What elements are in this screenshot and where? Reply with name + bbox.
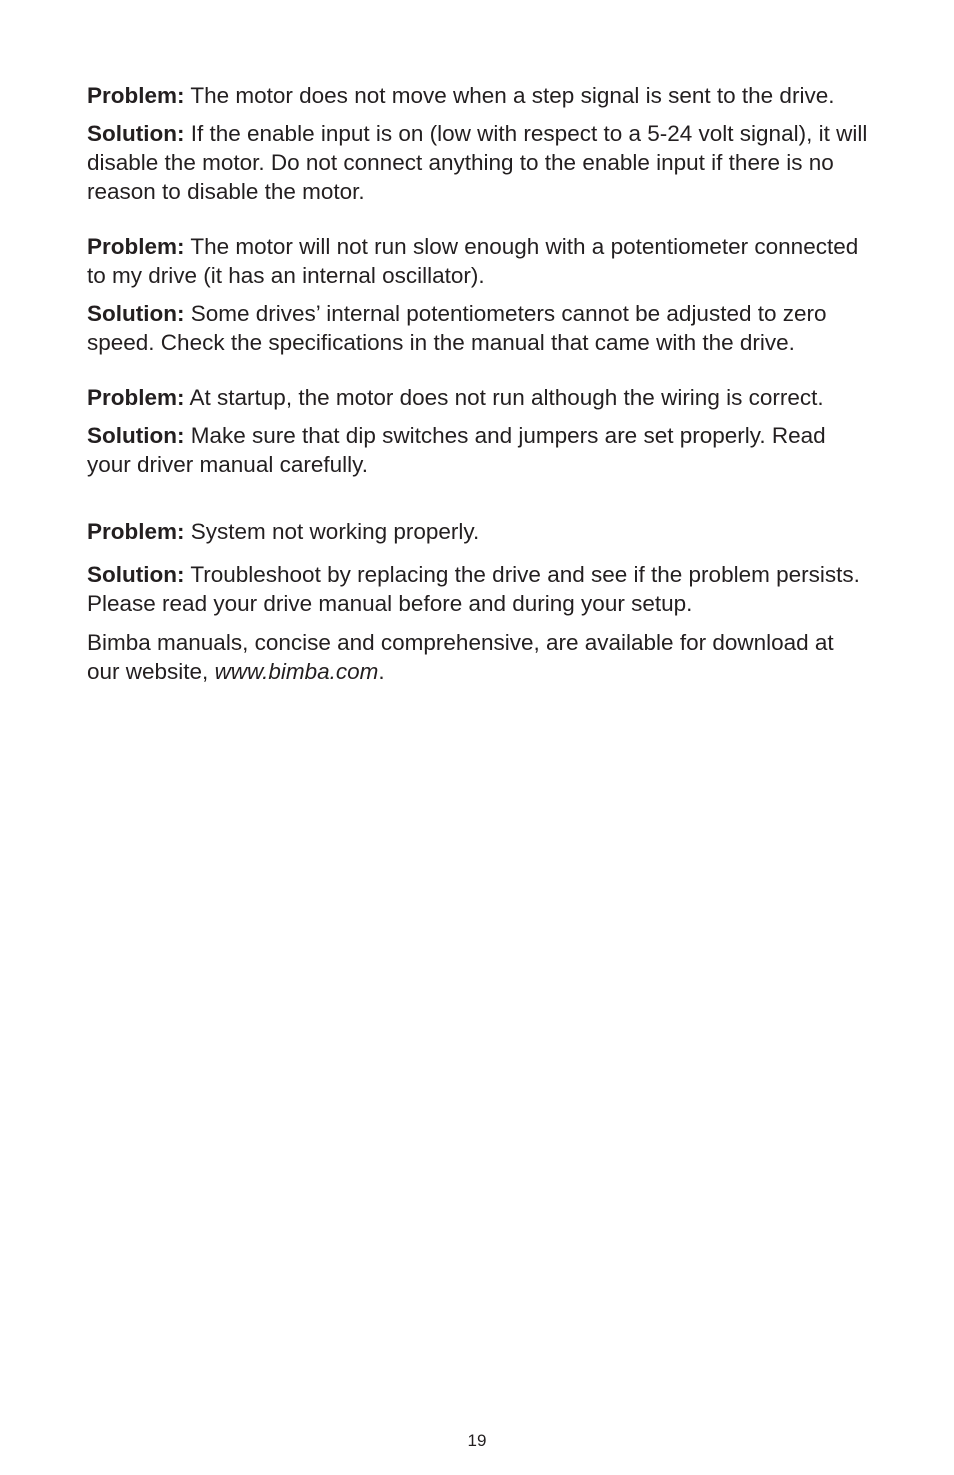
problem-paragraph [87, 232, 872, 290]
closing-end: . [378, 659, 385, 684]
solution-paragraph [87, 119, 872, 206]
troubleshooting-entry-3 [87, 383, 872, 479]
problem-label: Problem: [87, 234, 185, 259]
solution-paragraph [87, 299, 872, 357]
closing-paragraph [87, 628, 872, 686]
problem-label: Problem: [87, 519, 185, 544]
website-link[interactable]: www.bimba.com [214, 659, 379, 684]
page-body [87, 81, 872, 686]
closing-text: Bimba manuals, concise and comprehensive, are available for download at our website, [87, 630, 834, 684]
problem-paragraph [87, 81, 872, 110]
solution-text: Some drives’ internal potentiometers cannot be adjusted to zero speed. Check the specifications in the manual that came with the drive. [87, 301, 827, 355]
problem-paragraph [87, 383, 872, 412]
troubleshooting-entry-1 [87, 81, 872, 206]
problem-text: The motor does not move when a step signal is sent to the drive. [184, 83, 835, 108]
problem-paragraph [87, 517, 872, 546]
solution-text: Make sure that dip switches and jumpers are set properly. Read your driver manual carefully. [87, 423, 826, 477]
solution-text: If the enable input is on (low with respect to a 5-24 volt signal), it will disable the motor. Do not connect anything to the enable input if there is no reason to disable the motor. [87, 121, 868, 204]
problem-text: The motor will not run slow enough with a potentiometer connected to my drive (it has an internal oscillator). [87, 234, 859, 288]
problem-text: System not working properly. [184, 519, 480, 544]
solution-label: Solution: [87, 423, 185, 448]
problem-label: Problem: [87, 83, 185, 108]
solution-label: Solution: [87, 301, 185, 326]
solution-label: Solution: [87, 121, 185, 146]
solution-text: Troubleshoot by replacing the drive and see if the problem persists. Please read your drive manual before and during your setup. [87, 562, 860, 616]
troubleshooting-entry-2 [87, 232, 872, 357]
solution-label: Solution: [87, 562, 185, 587]
problem-label: Problem: [87, 385, 185, 410]
solution-paragraph [87, 421, 872, 479]
page-number: 19 [467, 1431, 487, 1450]
troubleshooting-entry-4 [87, 517, 872, 618]
problem-text: At startup, the motor does not run although the wiring is correct. [184, 385, 824, 410]
solution-paragraph [87, 560, 872, 618]
